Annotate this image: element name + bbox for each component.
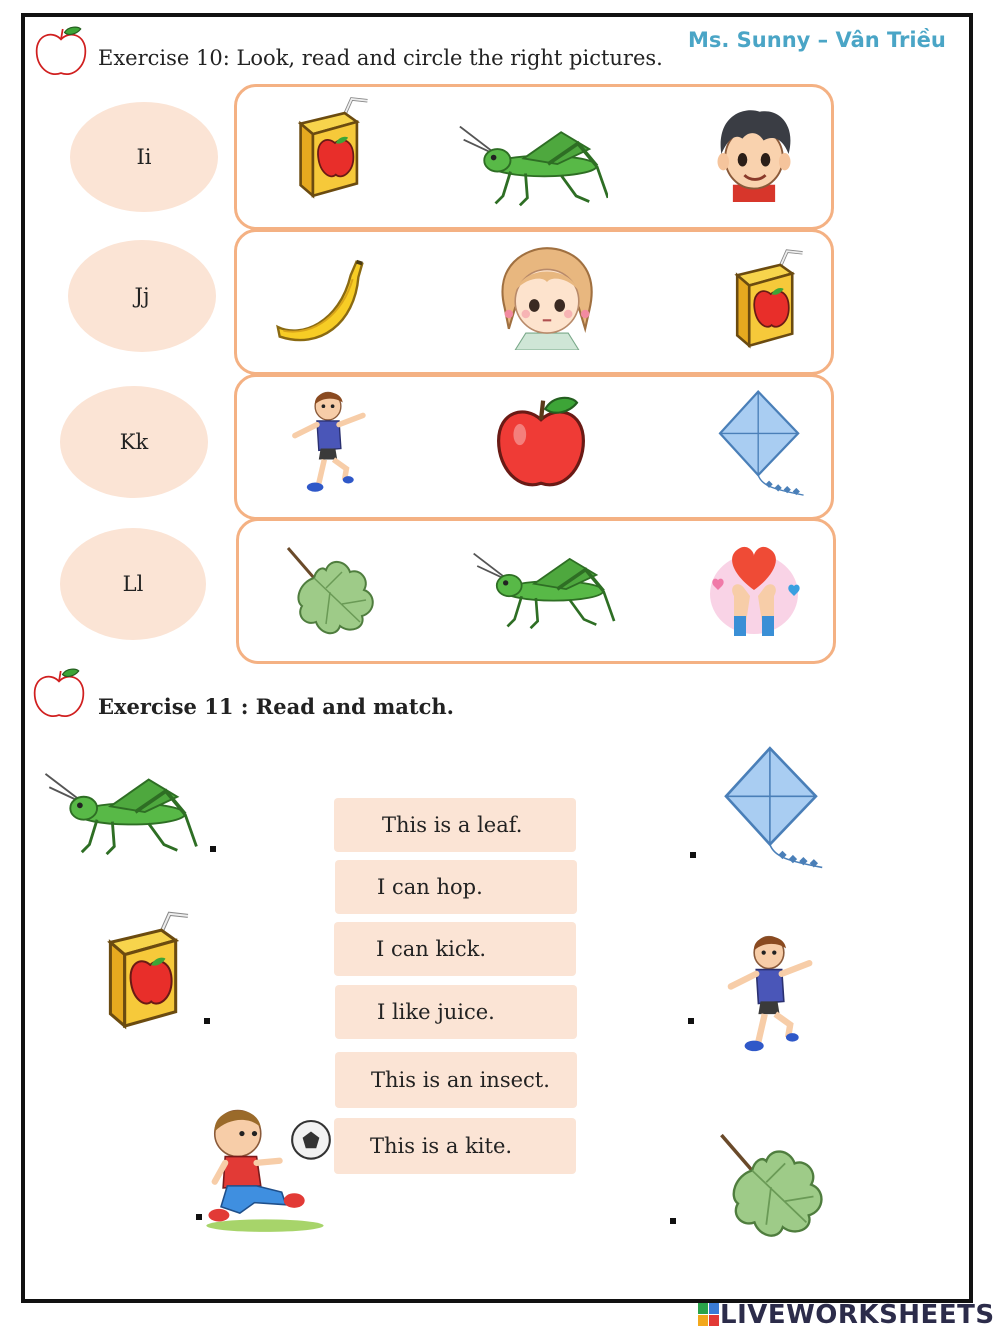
leaf-match-picture (712, 1128, 830, 1246)
letter-label: Ll (122, 572, 144, 596)
match-dot-right-1[interactable] (690, 852, 696, 858)
grasshopper-picture[interactable] (470, 550, 616, 630)
letter-label: Kk (119, 430, 149, 454)
match-dot-left-1[interactable] (210, 846, 216, 852)
juice-box-match-picture (90, 906, 192, 1040)
sentence-box-1[interactable] (334, 798, 576, 852)
exercise10-title: Exercise 10: Look, read and circle the right pictures. (98, 46, 663, 70)
letter-oval-ii (70, 102, 218, 212)
banana-picture[interactable] (272, 254, 368, 350)
running-boy-picture[interactable] (282, 384, 374, 502)
grasshopper-picture[interactable] (458, 122, 608, 208)
letter-label: Jj (134, 284, 150, 308)
sentence-text: This is a kite. (370, 1134, 513, 1158)
match-dot-left-3[interactable] (196, 1214, 202, 1220)
kite-match-picture (716, 744, 828, 880)
liveworksheets-logo (698, 1300, 995, 1330)
grasshopper-match-picture (36, 770, 204, 856)
heart-hands-picture[interactable] (694, 536, 814, 636)
sentence-box-2[interactable] (335, 860, 577, 914)
sentence-text: I can kick. (376, 937, 487, 961)
match-dot-right-2[interactable] (688, 1018, 694, 1024)
sentence-box-6[interactable] (334, 1118, 576, 1174)
sentence-text: I like juice. (377, 1000, 495, 1024)
letter-label: Ii (136, 145, 152, 169)
letter-oval-ll (60, 528, 206, 640)
sentence-box-5[interactable] (335, 1052, 577, 1108)
girl-face-picture[interactable] (494, 244, 600, 350)
juice-box-picture[interactable] (283, 96, 371, 204)
footer-text: LIVEWORKSHEETS (720, 1300, 995, 1330)
liveworksheets-badge-icon (698, 1303, 720, 1327)
sentence-box-3[interactable] (334, 922, 576, 976)
brand-label: Ms. Sunny – Vân Triều (688, 28, 946, 52)
sentence-text: This is an insect. (371, 1068, 550, 1092)
apple-icon (32, 22, 90, 80)
sentence-text: This is a leaf. (382, 813, 523, 837)
apple-picture[interactable] (488, 390, 594, 496)
juice-box-picture[interactable] (720, 248, 806, 354)
sentence-text: I can hop. (377, 875, 483, 899)
exercise11-title: Exercise 11 : Read and match. (98, 694, 454, 719)
kicking-boy-match-picture (198, 1098, 334, 1234)
kite-picture[interactable] (712, 388, 808, 506)
sentence-box-4[interactable] (335, 985, 577, 1039)
boy-face-picture[interactable] (706, 104, 802, 204)
letter-oval-kk (60, 386, 208, 498)
apple-icon (30, 664, 88, 722)
leaf-picture[interactable] (280, 542, 380, 642)
running-boy-match-picture (716, 926, 822, 1064)
letter-oval-jj (68, 240, 216, 352)
match-dot-left-2[interactable] (204, 1018, 210, 1024)
match-dot-right-3[interactable] (670, 1218, 676, 1224)
